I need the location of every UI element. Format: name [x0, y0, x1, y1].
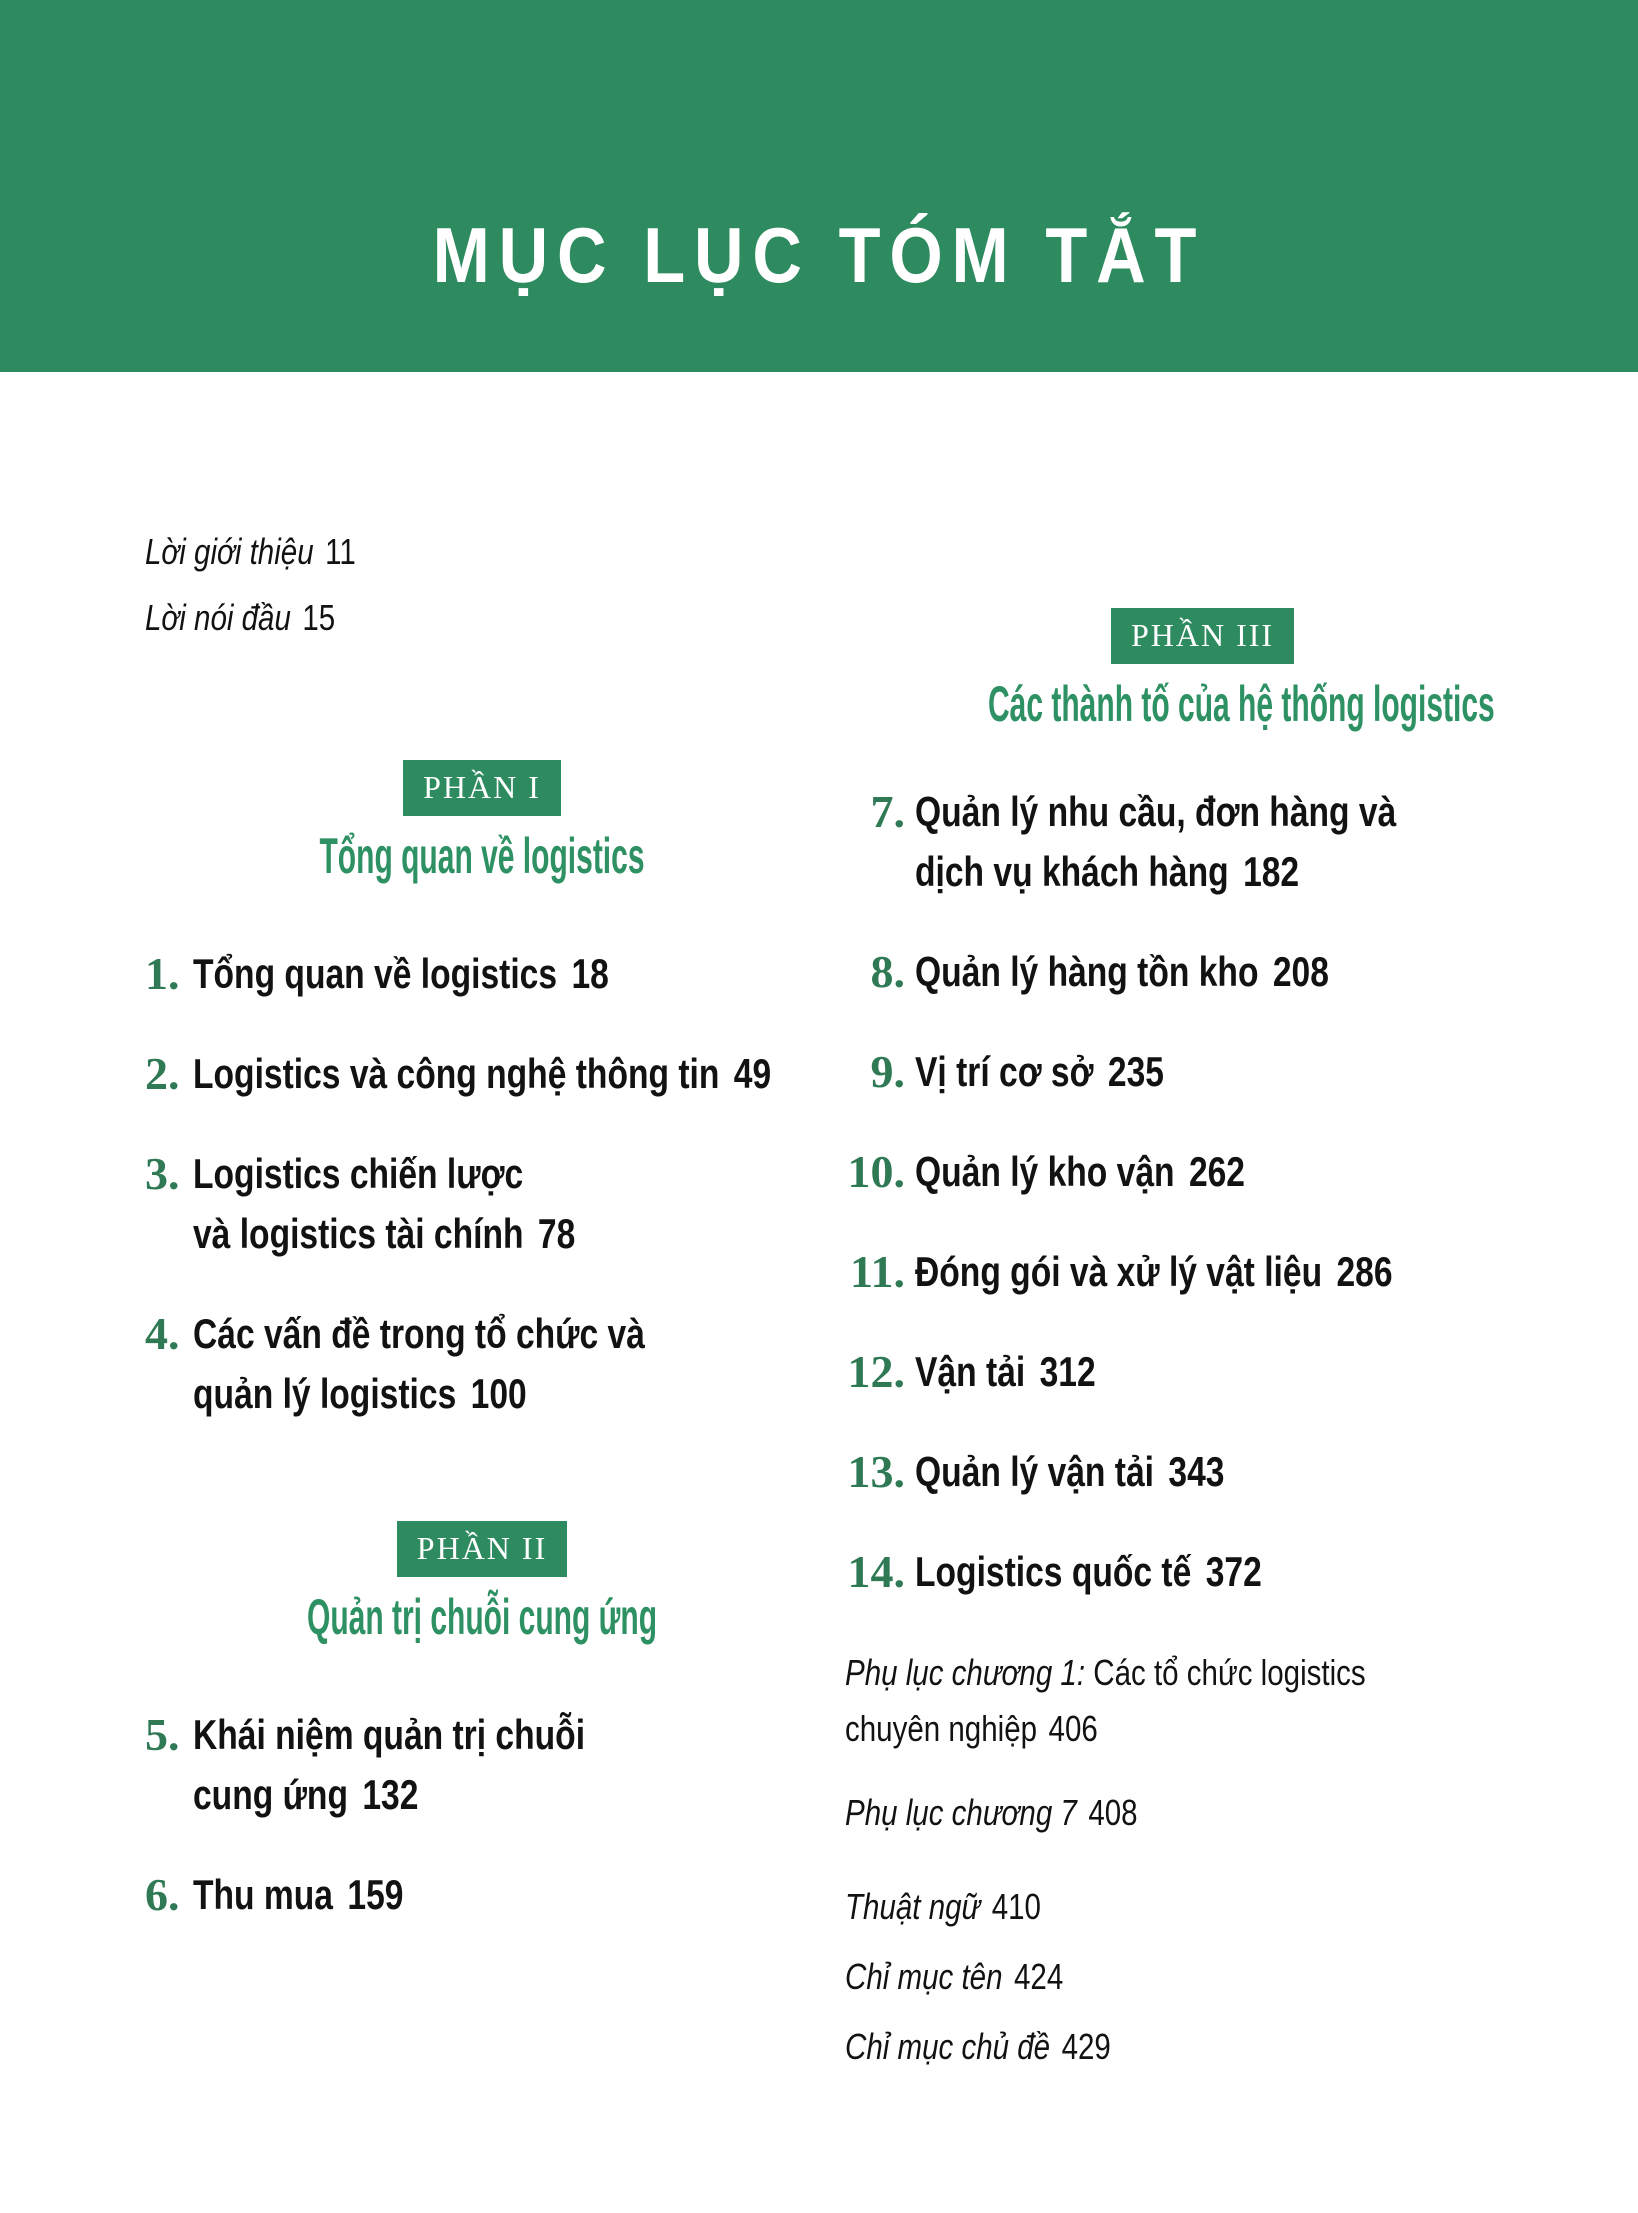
entry-label: Chỉ mục chủ đề: [845, 2026, 1051, 2067]
page-number: 100: [470, 1370, 527, 1417]
toc-item: [145, 1044, 772, 1104]
page-number: 343: [1168, 1448, 1225, 1495]
item-number: 5.: [145, 1709, 180, 1760]
toc-item: [845, 1442, 1560, 1502]
left-column: [100, 372, 772, 1925]
item-text: dịch vụ khách hàng 182: [915, 848, 1300, 895]
toc-item: [845, 942, 1560, 1002]
item-number: 3.: [145, 1148, 180, 1199]
part-3-items: [845, 782, 1560, 1602]
part-2-title: Quản trị chuỗi cung ứng: [306, 1589, 658, 1645]
part-1-items: [100, 944, 772, 1424]
page-number: 429: [1061, 2026, 1111, 2067]
page-number: 208: [1272, 948, 1329, 995]
item-number: 11.: [850, 1246, 905, 1297]
toc-entry-intro: [145, 596, 740, 640]
page-number: 408: [1088, 1792, 1138, 1833]
item-text: Tổng quan về logistics 18: [193, 950, 609, 997]
entry-label: Thuật ngữ: [845, 1886, 981, 1927]
toc-item: [145, 1705, 740, 1825]
entry-label: Lời nói đầu: [145, 597, 291, 638]
page-number: 312: [1039, 1348, 1096, 1395]
item-text: Vận tải 312: [915, 1348, 1096, 1395]
page-number: 11: [325, 531, 356, 572]
appendix-entries: [845, 1645, 1560, 1841]
toc-item: [845, 782, 1560, 902]
page-number: 159: [347, 1871, 404, 1918]
page-number: 424: [1013, 1956, 1064, 1997]
toc-item: [145, 944, 740, 1004]
toc-item: [845, 1542, 1560, 1602]
appendix-entry-line2: [845, 1701, 1560, 1757]
page-number: 78: [537, 1210, 576, 1257]
item-number: 4.: [145, 1308, 180, 1359]
item-text: Logistics quốc tế 372: [915, 1548, 1262, 1595]
item-text: Logistics chiến lược: [193, 1150, 524, 1197]
item-number: 14.: [847, 1546, 905, 1597]
entry-label: Chỉ mục tên: [845, 1956, 1003, 1997]
part-3-title: Các thành tố của hệ thống logistics: [988, 676, 1495, 732]
item-text: Quản lý kho vận 262: [915, 1148, 1245, 1195]
page-number: 15: [302, 597, 336, 638]
right-column: [845, 372, 1560, 2075]
appendix-label: Phụ lục chương 1:: [845, 1652, 1086, 1693]
page-number: 410: [991, 1886, 1041, 1927]
entry-label: Lời giới thiệu: [145, 531, 314, 572]
intro-entries: [100, 530, 740, 640]
item-text: Các vấn đề trong tổ chức và: [193, 1310, 645, 1357]
part-1-header: [162, 760, 802, 884]
item-text: quản lý logistics 100: [193, 1370, 527, 1417]
page-number: 49: [733, 1050, 772, 1097]
toc-item: [845, 1142, 1560, 1202]
item-text: Thu mua 159: [193, 1871, 404, 1918]
toc-item: [145, 1144, 740, 1264]
item-text: và logistics tài chính 78: [193, 1210, 576, 1257]
appendix-title: Các tổ chức logistics: [1093, 1652, 1366, 1693]
item-number: 9.: [870, 1046, 905, 1097]
item-number: 1.: [145, 948, 180, 999]
item-text: Đóng gói và xử lý vật liệu 286: [915, 1248, 1393, 1295]
appendix-entry: [845, 1645, 1560, 1701]
item-number: 6.: [145, 1869, 180, 1920]
header-banner: [0, 0, 1638, 372]
item-number: 7.: [870, 786, 905, 837]
toc-entry-backmatter: [845, 2019, 1560, 2075]
appendix-title: chuyên nghiệp: [845, 1708, 1038, 1749]
toc-entry-backmatter: [845, 1949, 1560, 2005]
page-number: 132: [362, 1771, 419, 1818]
item-number: 2.: [145, 1048, 180, 1099]
toc-item: [845, 1342, 1560, 1402]
part-1-title: Tổng quan về logistics: [319, 828, 645, 884]
item-text: Quản lý hàng tồn kho 208: [915, 948, 1329, 995]
part-2-items: [100, 1705, 740, 1925]
page-number: 286: [1336, 1248, 1393, 1295]
item-text: Quản lý nhu cầu, đơn hàng và: [915, 788, 1397, 835]
page-number: 372: [1205, 1548, 1262, 1595]
page-number: 262: [1188, 1148, 1245, 1195]
part-3-header: [845, 608, 1560, 732]
toc-item: [145, 1304, 740, 1424]
item-text: Quản lý vận tải 343: [915, 1448, 1225, 1495]
part-3-badge: PHẦN III: [1111, 608, 1294, 664]
item-number: 8.: [870, 946, 905, 997]
item-text: Logistics và công nghệ thông tin 49: [193, 1050, 772, 1097]
item-text: Khái niệm quản trị chuỗi: [193, 1711, 586, 1758]
toc-entry-intro: [145, 530, 740, 574]
appendix-entry: [845, 1785, 1560, 1841]
page-title: MỤC LỤC TÓM TẮT: [432, 211, 1206, 299]
item-number: 10.: [847, 1146, 905, 1197]
page-number: 235: [1107, 1048, 1164, 1095]
toc-item: [145, 1865, 740, 1925]
toc-item: [845, 1042, 1560, 1102]
item-text: Vị trí cơ sở 235: [915, 1048, 1164, 1095]
item-text: cung ứng 132: [193, 1771, 419, 1818]
backmatter-entries: [845, 1879, 1560, 2075]
page-number: 18: [571, 950, 609, 997]
item-number: 12.: [847, 1346, 905, 1397]
page-number: 182: [1243, 848, 1300, 895]
page-number: 406: [1048, 1708, 1098, 1749]
part-2-badge: PHẦN II: [397, 1521, 567, 1577]
appendix-label: Phụ lục chương 7: [845, 1792, 1077, 1833]
part-2-header: [162, 1521, 802, 1645]
toc-item: [845, 1242, 1560, 1302]
item-number: 13.: [847, 1446, 905, 1497]
part-1-badge: PHẦN I: [403, 760, 561, 816]
toc-entry-backmatter: [845, 1879, 1560, 1935]
